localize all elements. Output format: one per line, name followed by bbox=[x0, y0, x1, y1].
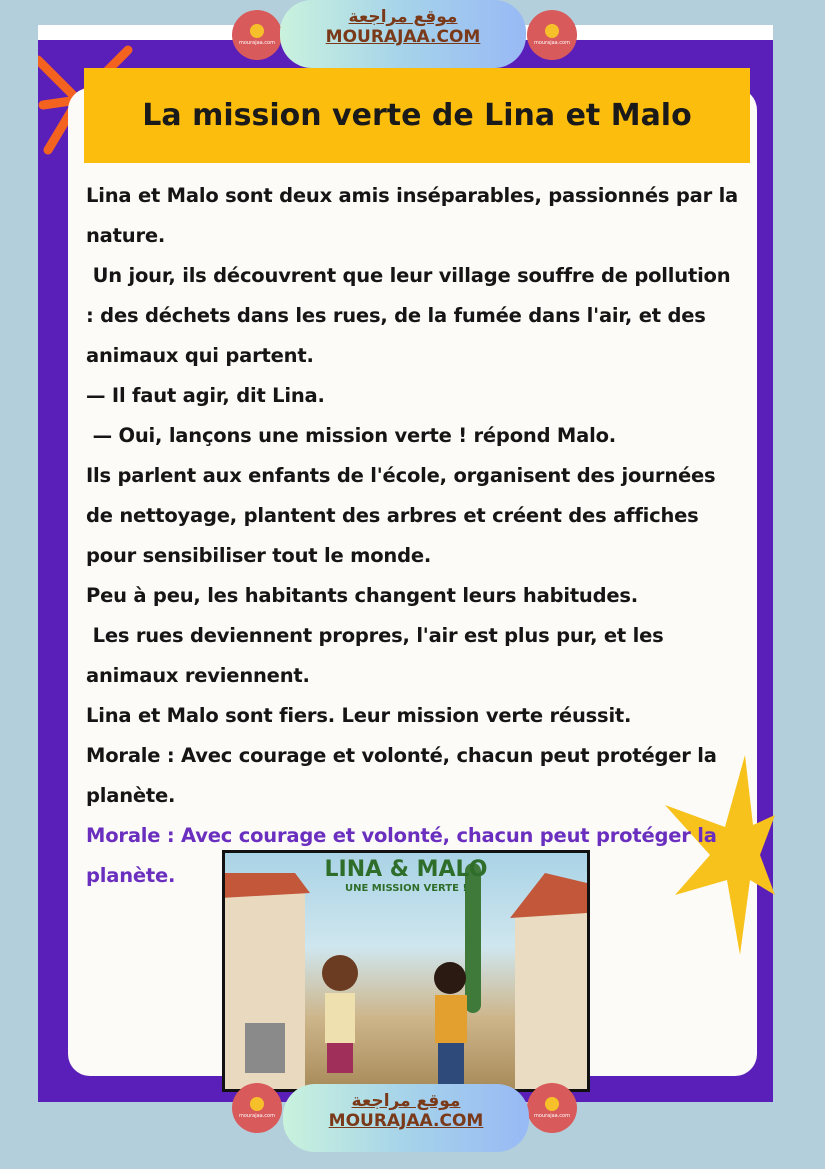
story-line: pour sensibiliser tout le monde. bbox=[86, 544, 432, 567]
logo-badge bbox=[232, 10, 282, 60]
story-line: de nettoyage, plantent des arbres et créent des affiches bbox=[86, 504, 699, 527]
story-line: animaux reviennent. bbox=[86, 664, 310, 687]
logo-icon bbox=[545, 24, 559, 38]
logo-badge bbox=[232, 1083, 282, 1133]
story-line: Un jour, ils découvrent que leur village souffre de pollution bbox=[86, 264, 731, 287]
logo-icon bbox=[250, 24, 264, 38]
site-name-latin: MOURAJAA.COM bbox=[325, 27, 481, 47]
page-title: La mission verte de Lina et Malo bbox=[84, 68, 750, 163]
badge-text: mourajaa.com bbox=[238, 40, 275, 46]
site-name-arabic: موقع مراجعة bbox=[348, 7, 458, 27]
site-name-arabic: موقع مراجعة bbox=[351, 1091, 461, 1111]
logo-badge bbox=[527, 10, 577, 60]
story-line: Peu à peu, les habitants changent leurs habitudes. bbox=[86, 584, 639, 607]
badge-text: mourajaa.com bbox=[533, 40, 570, 46]
story-line: Ils parlent aux enfants de l'école, organisent des journées bbox=[86, 464, 716, 487]
illustration-subtitle: UNE MISSION VERTE ! bbox=[344, 883, 468, 894]
moral-line: Morale : Avec courage et volonté, chacun peut protéger la bbox=[86, 824, 717, 847]
footer-site-link[interactable] bbox=[283, 1084, 529, 1152]
story-line: — Il faut agir, dit Lina. bbox=[86, 384, 325, 407]
story-line: Morale : Avec courage et volonté, chacun peut protéger la bbox=[86, 744, 717, 767]
logo-icon bbox=[545, 1097, 559, 1111]
logo-icon bbox=[250, 1097, 264, 1111]
story-line: : des déchets dans les rues, de la fumée dans l'air, et des bbox=[86, 304, 706, 327]
story-line: Lina et Malo sont deux amis inséparables, passionnés par la bbox=[86, 184, 739, 207]
site-name-latin: MOURAJAA.COM bbox=[328, 1111, 484, 1131]
story-line: Les rues deviennent propres, l'air est plus pur, et les bbox=[86, 624, 664, 647]
story-line: animaux qui partent. bbox=[86, 344, 314, 367]
story-line: planète. bbox=[86, 784, 176, 807]
badge-text: mourajaa.com bbox=[238, 1113, 275, 1119]
story-text bbox=[86, 176, 766, 896]
logo-badge bbox=[527, 1083, 577, 1133]
story-line: nature. bbox=[86, 224, 166, 247]
story-line: Lina et Malo sont fiers. Leur mission verte réussit. bbox=[86, 704, 632, 727]
moral-line: planète. bbox=[86, 864, 176, 887]
illustration-title: LINA & MALO bbox=[324, 857, 488, 882]
story-illustration bbox=[222, 850, 590, 1092]
badge-text: mourajaa.com bbox=[533, 1113, 570, 1119]
story-line: — Oui, lançons une mission verte ! répond Malo. bbox=[86, 424, 616, 447]
header-site-link[interactable] bbox=[280, 0, 526, 68]
